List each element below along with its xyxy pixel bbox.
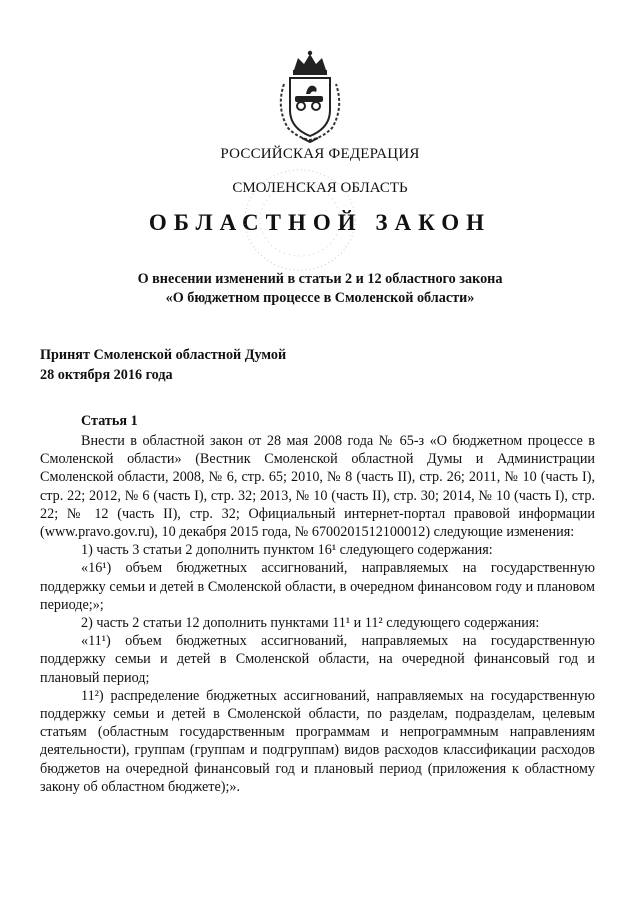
adoption-date: 28 октября 2016 года xyxy=(40,367,173,383)
header-region: СМОЛЕНСКАЯ ОБЛАСТЬ xyxy=(232,180,408,196)
law-title-line1: О внесении изменений в статьи 2 и 12 областного закона xyxy=(137,271,503,287)
law-title-line2: «О бюджетном процессе в Смоленской области» xyxy=(165,290,475,306)
article-paragraph: 11²) распределение бюджетных ассигнований, направляемых на государственную поддержку семьи и детей в Смоленской области, по разделам, подразделам, целевым статьям (областным государственным программам и непрограммным направлениям деятельности), группам (группам и подгруппам) видов расходов классификации расходов бюджетов на очередной финансовый год и плановый период (приложения к областному закону об областном бюджете);». xyxy=(40,687,595,795)
header-country: РОССИЙСКАЯ ФЕДЕРАЦИЯ xyxy=(220,146,420,162)
article-paragraph: Внести в областной закон от 28 мая 2008 года № 65-з «О бюджетном процессе в Смоленской области» (Вестник Смоленской областной Думы и Администрации Смоленской области, 2008, № 6, стр. 65; 2010, № 8 (часть II), стр. 26; 2011, № 10 (часть I), стр. 22; 2012, № 6 (часть I), стр. 32; 2013, № 10 (часть II), стр. 30; 2014, № 10 (часть I), стр. 22; № 12 (часть II), стр. 32; Официальный интернет-портал правовой информации (www.pravo.gov.ru), 10 декабря 2015 года, № 6700201512100012) следующие изменения: xyxy=(40,433,595,541)
document-type-title: ОБЛАСТНОЙ ЗАКОН xyxy=(148,210,492,235)
adoption-line1: Принят Смоленской областной Думой xyxy=(40,347,287,363)
article-paragraph: 2) часть 2 статьи 12 дополнить пунктами 11¹ и 11² следующего содержания: xyxy=(81,615,540,632)
article-paragraph: 1) часть 3 статьи 2 дополнить пунктом 16¹ следующего содержания: xyxy=(81,542,493,559)
article-heading: Статья 1 xyxy=(81,413,138,429)
article-paragraph: «16¹) объем бюджетных ассигнований, направляемых на государственную поддержку семьи и детей в Смоленской области, в очередном финансовом году и плановом периоде;»; xyxy=(40,560,595,613)
article-paragraph: «11¹) объем бюджетных ассигнований, направляемых на государственную поддержку семьи и детей в Смоленской области, на очередной финансовый год и плановый период; xyxy=(40,633,595,686)
faint-stamp-mark xyxy=(235,160,365,320)
adoption-block xyxy=(40,345,286,385)
article-body xyxy=(40,432,595,796)
coat-of-arms-emblem xyxy=(270,48,350,144)
